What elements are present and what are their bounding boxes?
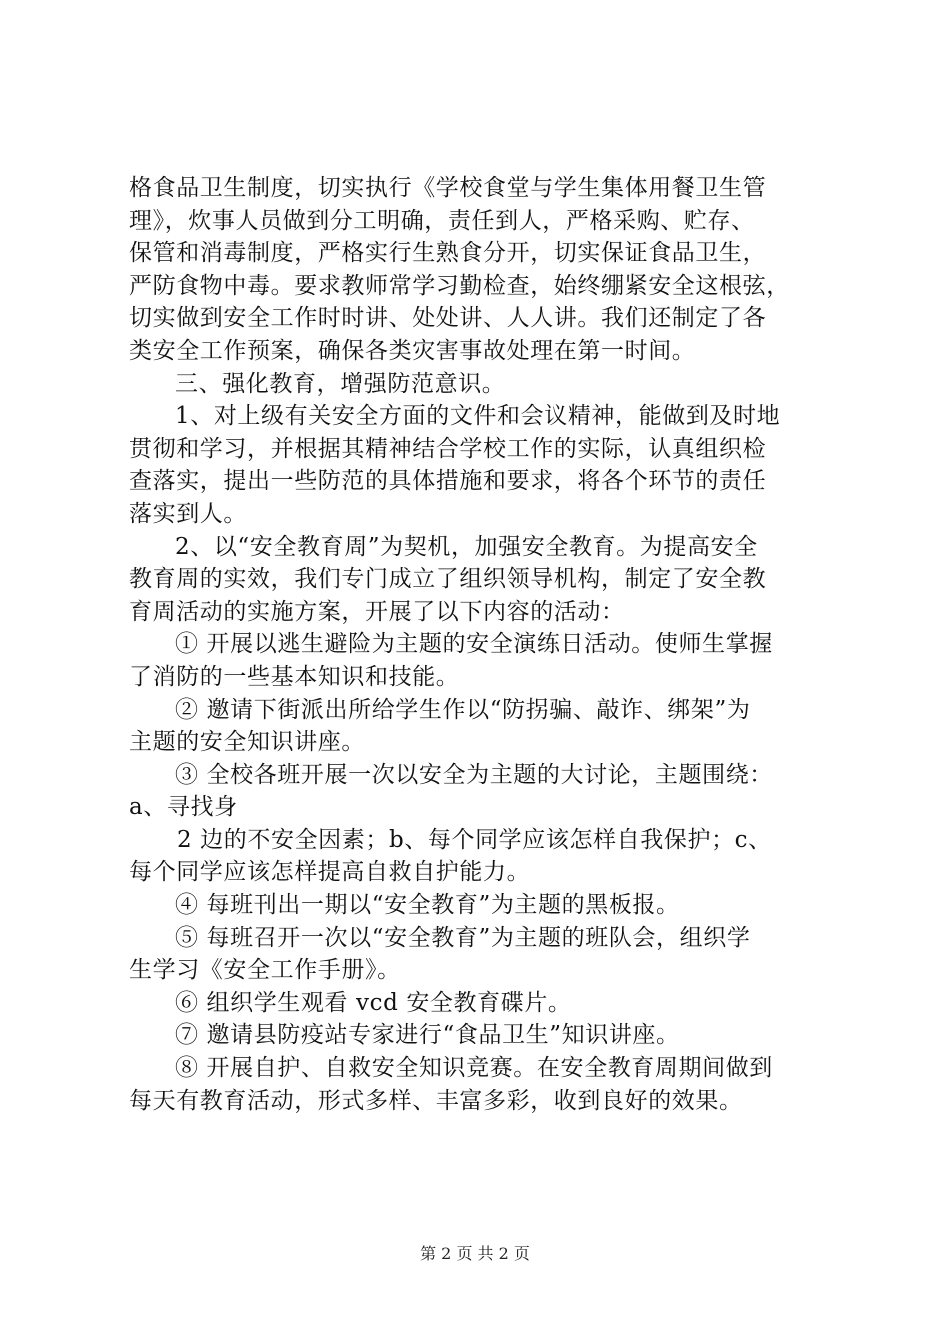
text-line: ④ 每班刊出一期以“安全教育”为主题的黑板报。 <box>175 892 680 919</box>
text-line: 每天有教育活动，形式多样、丰富多彩，收到良好的效果。 <box>129 1087 743 1114</box>
text-line: 严防食物中毒。要求教师常学习勤检查，始终绷紧安全这根弦， <box>129 272 790 299</box>
text-line: 类安全工作预案，确保各类灾害事故处理在第一时间。 <box>129 337 696 364</box>
text-line: ⑤ 每班召开一次以“安全教育”为主题的班队会，组织学 <box>175 924 751 951</box>
text-line: ② 邀请下街派出所给学生作以“防拐骗、敲诈、绑架”为 <box>175 696 751 723</box>
text-line: 1、对上级有关安全方面的文件和会议精神，能做到及时地 <box>175 403 781 430</box>
text-line: 教育周的实效，我们专门成立了组织领导机构，制定了安全教 <box>129 566 767 593</box>
text-line: 理》，炊事人员做到分工明确，责任到人，严格采购、贮存、 <box>129 207 755 234</box>
text-line: ⑥ 组织学生观看 vcd 安全教育碟片。 <box>175 989 572 1016</box>
text-line: ③ 全校各班开展一次以安全为主题的大讨论，主题围绕： <box>175 761 773 788</box>
page-footer: 第 2 页 共 2 页 <box>420 1244 530 1263</box>
text-line: a、寻找身 <box>129 794 238 821</box>
text-line: 保管和消毒制度，严格实行生熟食分开，切实保证食品卫生， <box>129 240 767 267</box>
text-line: 切实做到安全工作时时讲、处处讲、人人讲。我们还制定了各 <box>129 305 767 332</box>
text-line: 贯彻和学习，并根据其精神结合学校工作的实际，认真组织检 <box>129 435 767 462</box>
text-line: ① 开展以逃生避险为主题的安全演练日活动。使师生掌握 <box>175 631 773 658</box>
text-line: ⑦ 邀请县防疫站专家进行“食品卫生”知识讲座。 <box>175 1022 680 1049</box>
text-line: 查落实，提出一些防范的具体措施和要求，将各个环节的责任 <box>129 468 767 495</box>
text-line: 生学习《安全工作手册》。 <box>129 957 401 984</box>
text-line: 格食品卫生制度，切实执行《学校食堂与学生集体用餐卫生管 <box>129 175 767 201</box>
text-line: 每个同学应该怎样提高自救自护能力。 <box>129 859 531 886</box>
text-line: 了消防的一些基本知识和技能。 <box>129 663 460 690</box>
text-line: ⑧ 开展自护、自救安全知识竞赛。在安全教育周期间做到 <box>175 1055 773 1082</box>
text-line: 主题的安全知识讲座。 <box>129 729 365 756</box>
text-line: 2、以“安全教育周”为契机，加强安全教育。为提高安全 <box>175 533 758 560</box>
text-line: 2 边的不安全因素；b、每个同学应该怎样自我保护；c、 <box>177 826 772 853</box>
text-line: 三、强化教育，增强防范意识。 <box>175 370 506 397</box>
text-line: 落实到人。 <box>129 500 247 527</box>
document-body <box>129 172 834 1117</box>
text-line: 育周活动的实施方案，开展了以下内容的活动： <box>129 598 625 625</box>
